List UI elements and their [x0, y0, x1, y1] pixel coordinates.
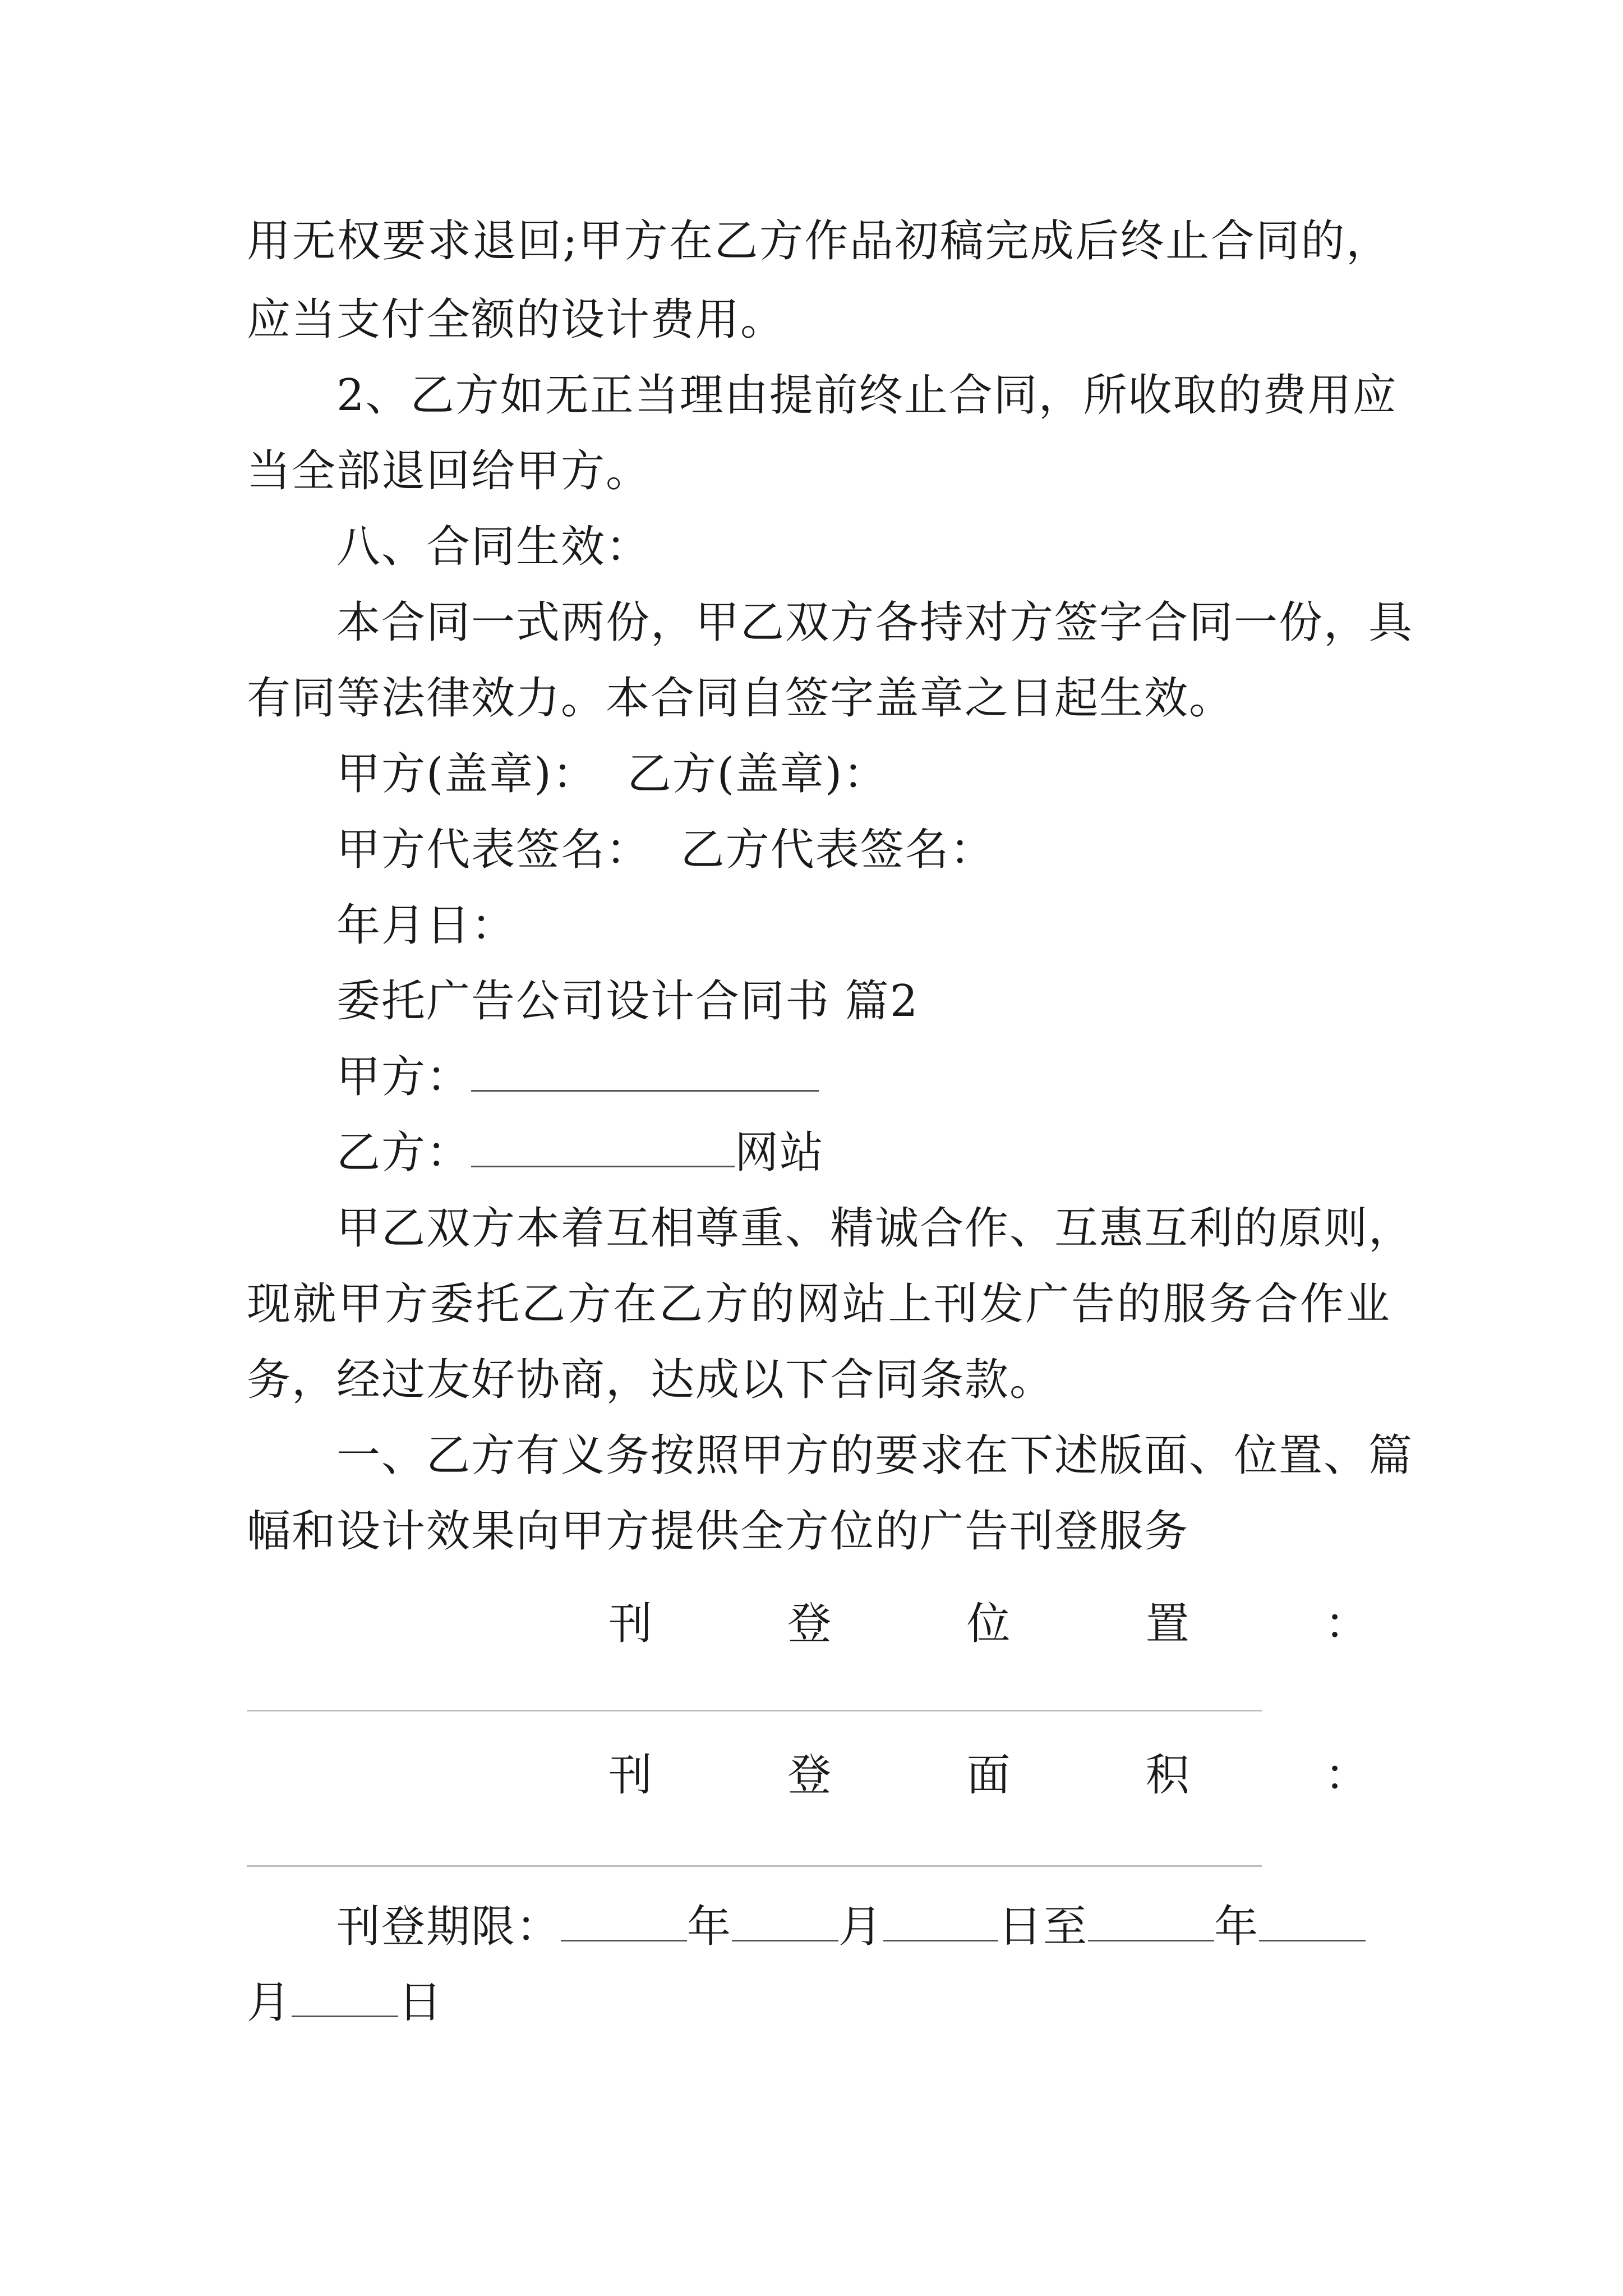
date-line: 年月日： — [336, 900, 517, 951]
party-a-blank — [471, 1051, 819, 1092]
text-line: 幅和设计效果向甲方提供全方位的广告刊登服务 — [247, 1506, 1189, 1557]
text-line: 一、乙方有义务按照甲方的要求在下述版面、位置、篇 — [336, 1430, 1414, 1481]
position-char: 刊 — [608, 1599, 653, 1649]
party-a-line — [336, 1049, 1391, 1105]
period-line — [336, 1899, 1391, 1955]
text-line: 2、乙方如无正当理由提前终止合同，所收取的费用应 — [336, 370, 1398, 421]
party-b-suffix: 网站 — [735, 1128, 825, 1178]
position-char: 登 — [787, 1599, 832, 1649]
text-line: 当全部退回给甲方。 — [247, 446, 651, 496]
text-line: 务，经过友好协商，达成以下合同条款。 — [247, 1355, 1055, 1405]
text-line: 用无权要求退回;甲方在乙方作品初稿完成后终止合同的， — [247, 216, 1391, 266]
signature-name-line: 甲方代表签名： 乙方代表签名： — [336, 825, 995, 875]
signature-seal-line: 甲方(盖章)： 乙方(盖章)： — [336, 749, 888, 799]
area-char: 积 — [1145, 1750, 1189, 1801]
period-day1-blank — [883, 1901, 998, 1941]
area-char: 刊 — [608, 1750, 653, 1801]
period-line-continued — [247, 1975, 1391, 2031]
section-heading: 八、合同生效： — [336, 522, 651, 572]
area-char: 登 — [787, 1750, 832, 1801]
area-char: 面 — [966, 1750, 1011, 1801]
text-line: 甲乙双方本着互相尊重、精诚合作、互惠互利的原则， — [336, 1203, 1414, 1254]
period-month2: 月 — [247, 1977, 292, 2028]
position-field-label — [608, 1596, 1368, 1652]
period-year1-blank — [561, 1901, 687, 1941]
period-month1-blank — [732, 1901, 838, 1941]
position-char: 置 — [1145, 1599, 1189, 1649]
area-blank-line — [247, 1865, 1262, 1867]
text-line: 现就甲方委托乙方在乙方的网站上刊发广告的服务合作业 — [247, 1279, 1391, 1329]
position-char: 位 — [966, 1599, 1011, 1649]
period-month2-blank — [1259, 1901, 1366, 1941]
period-label: 刊登期限： — [336, 1902, 561, 1952]
area-field-label — [608, 1747, 1368, 1803]
text-line: 有同等法律效力。本合同自签字盖章之日起生效。 — [247, 673, 1234, 724]
area-char: ： — [1324, 1750, 1368, 1801]
text-line: 应当支付全额的设计费用。 — [247, 295, 786, 345]
period-day2-blank — [292, 1976, 398, 2017]
period-day-to: 日至 — [998, 1902, 1089, 1952]
party-b-label: 乙方： — [336, 1128, 472, 1178]
party-b-blank — [471, 1126, 735, 1167]
position-blank-line — [247, 1710, 1262, 1711]
period-year2: 年 — [1214, 1902, 1260, 1952]
period-day2: 日 — [398, 1977, 444, 2028]
party-a-label: 甲方： — [336, 1052, 472, 1102]
period-month1: 月 — [838, 1902, 884, 1952]
text-line: 本合同一式两份，甲乙双方各持对方签字合同一份，具 — [336, 597, 1414, 648]
position-char: ： — [1324, 1599, 1368, 1649]
party-b-line — [336, 1125, 1391, 1181]
period-year2-blank — [1088, 1901, 1214, 1941]
section-title: 委托广告公司设计合同书 篇2 — [336, 976, 919, 1027]
period-year1: 年 — [687, 1902, 732, 1952]
